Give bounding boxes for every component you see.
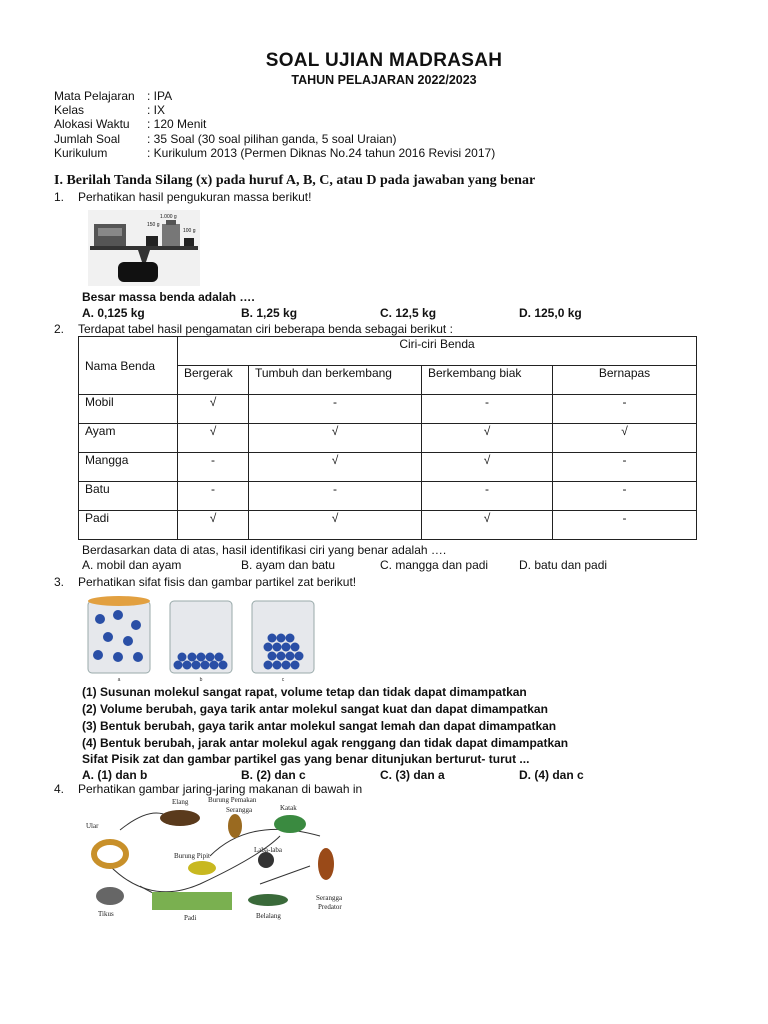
food-web-arrow — [260, 866, 310, 884]
column-header-name: Nama Benda — [79, 337, 178, 395]
statement: (4) Bentuk berubah, jarak antar molekul agak renggang dan tidak dapat dimampatkan — [82, 736, 569, 750]
container-b — [170, 601, 232, 673]
option-b[interactable]: B. ayam dan batu — [241, 558, 336, 572]
info-row — [54, 103, 495, 117]
food-web-label: Elang — [172, 798, 189, 806]
container-c — [252, 601, 314, 673]
table-cell: - — [178, 453, 249, 482]
grasshopper-icon — [248, 894, 288, 906]
weight-150g — [146, 236, 158, 246]
table-cell: - — [249, 482, 422, 511]
table-cell: √ — [249, 511, 422, 540]
statement: (1) Susunan molekul sangat rapat, volume tetap dan tidak dapat dimampatkan — [82, 685, 527, 699]
mouse-icon — [96, 887, 124, 905]
question-3 — [54, 575, 356, 589]
food-web-label: Tikus — [98, 910, 114, 918]
weight-label: 150 g — [147, 222, 160, 228]
page-subtitle: TAHUN PELAJARAN 2022/2023 — [291, 73, 477, 87]
container-label: a — [117, 677, 121, 683]
table-cell: √ — [249, 453, 422, 482]
table-row — [79, 395, 697, 424]
table-cell: √ — [422, 511, 553, 540]
table-row — [79, 482, 697, 511]
food-web-label: Serangga — [316, 894, 343, 902]
option-b[interactable]: B. (2) dan c — [241, 768, 306, 782]
option-d[interactable]: D. (4) dan c — [519, 768, 584, 782]
question-number: 1. — [54, 190, 65, 204]
snake-icon — [94, 842, 126, 866]
predator-insect-icon — [318, 848, 334, 880]
info-key: Mata Pelajaran — [54, 89, 135, 103]
table-cell: - — [553, 395, 697, 424]
sparrow-icon — [188, 861, 216, 875]
info-row — [54, 132, 495, 146]
table-cell: - — [553, 482, 697, 511]
question-4 — [54, 782, 362, 796]
question-number: 2. — [54, 322, 65, 336]
scale-beam — [90, 246, 198, 250]
food-web-label: Laba-laba — [254, 846, 282, 854]
food-web-label: Burung Pipit — [174, 852, 210, 860]
option-a[interactable]: A. (1) dan b — [82, 768, 148, 782]
option-c[interactable]: C. (3) dan a — [380, 768, 445, 782]
food-web-arrow — [120, 813, 168, 830]
option-b[interactable]: B. 1,25 kg — [241, 306, 298, 320]
info-value: : Kurikulum 2013 (Permen Diknas No.24 tahun 2016 Revisi 2017) — [147, 145, 496, 160]
info-key: Alokasi Waktu — [54, 117, 130, 132]
food-web-label: Padi — [184, 914, 197, 922]
rice-plant-icon — [152, 892, 232, 910]
option-a[interactable]: A. 0,125 kg — [82, 306, 145, 320]
question-1 — [54, 190, 311, 204]
row-label: Ayam — [79, 424, 178, 453]
table-row — [79, 424, 697, 453]
particle-containers-figure — [84, 595, 324, 683]
option-c[interactable]: C. 12,5 kg — [380, 306, 437, 320]
question-number: 3. — [54, 575, 65, 589]
row-label: Padi — [79, 511, 178, 540]
statement: (2) Volume berubah, gaya tarik antar molekul sangat kuat dan dapat dimampatkan — [82, 702, 548, 716]
info-key: Jumlah Soal — [54, 131, 121, 146]
page-title: SOAL UJIAN MADRASAH — [265, 50, 503, 71]
table-header-row — [79, 337, 697, 366]
insectivore-bird-icon — [228, 814, 242, 838]
info-value: : IPA — [147, 89, 173, 103]
table-cell: - — [553, 453, 697, 482]
option-c[interactable]: C. mangga dan padi — [380, 558, 489, 572]
column-header: Tumbuh dan berkembang — [249, 366, 422, 395]
weight-label: 100 g — [183, 228, 196, 234]
column-header: Bergerak — [178, 366, 249, 395]
eagle-icon — [160, 810, 200, 826]
food-web-figure — [80, 796, 360, 926]
info-row — [54, 146, 495, 160]
food-web-label: Predator — [318, 903, 342, 911]
balance-scale-figure — [88, 210, 200, 286]
question-2 — [54, 322, 453, 336]
column-header: Berkembang biak — [422, 366, 553, 395]
food-web-label: Katak — [280, 804, 297, 812]
table-cell: - — [178, 482, 249, 511]
table-cell: √ — [178, 511, 249, 540]
section-heading: I. Berilah Tanda Silang (x) pada huruf A, B, C, atau D pada jawaban yang benar — [54, 173, 536, 188]
table-row — [79, 511, 697, 540]
question-prompt: Berdasarkan data di atas, hasil identifikasi ciri yang benar adalah …. — [82, 543, 447, 557]
table-cell: √ — [178, 395, 249, 424]
question-text: Terdapat tabel hasil pengamatan ciri beberapa benda sebagai berikut : — [78, 322, 453, 336]
weight-100g — [184, 238, 194, 246]
table-cell: √ — [422, 424, 553, 453]
food-web-label: Serangga — [226, 806, 253, 814]
table-cell: √ — [249, 424, 422, 453]
table-cell: √ — [422, 453, 553, 482]
table-cell: - — [553, 511, 697, 540]
info-row — [54, 89, 495, 103]
column-header: Bernapas — [553, 366, 697, 395]
food-web-label: Burung Pemakan — [208, 796, 257, 804]
container-a — [88, 596, 150, 673]
question-text: Perhatikan hasil pengukuran massa berikut! — [78, 190, 312, 204]
row-label: Mobil — [79, 395, 178, 424]
question-prompt: Besar massa benda adalah …. — [82, 290, 255, 304]
question-text: Perhatikan gambar jaring-jaring makanan di bawah in — [78, 782, 363, 796]
observation-table — [78, 336, 697, 540]
table-row — [79, 453, 697, 482]
table-cell: √ — [553, 424, 697, 453]
weight-1000g — [162, 224, 180, 246]
table-cell: - — [422, 482, 553, 511]
frog-icon — [274, 815, 306, 833]
row-label: Batu — [79, 482, 178, 511]
question-prompt: Sifat Pisik zat dan gambar partikel gas yang benar ditunjukan berturut- turut ... — [82, 752, 530, 766]
table-cell: - — [249, 395, 422, 424]
option-d[interactable]: D. batu dan padi — [519, 558, 608, 572]
info-key: Kurikulum — [54, 145, 108, 160]
info-value: : IX — [147, 103, 166, 118]
weight-label: 1.000 g — [160, 214, 177, 220]
spider-icon — [258, 852, 274, 868]
info-row — [54, 117, 495, 131]
scale-base — [118, 262, 158, 282]
option-a[interactable]: A. mobil dan ayam — [82, 558, 182, 572]
row-label: Mangga — [79, 453, 178, 482]
food-web-label: Ular — [86, 822, 99, 830]
question-number: 4. — [54, 782, 65, 796]
question-text: Perhatikan sifat fisis dan gambar partikel zat berikut! — [78, 575, 357, 589]
container-label: c — [281, 677, 285, 683]
info-value: : 35 Soal (30 soal pilihan ganda, 5 soal Uraian) — [147, 131, 397, 146]
exam-info — [54, 89, 495, 160]
info-key: Kelas — [54, 103, 85, 118]
statement: (3) Bentuk berubah, gaya tarik antar molekul sangat lemah dan dapat dimampatkan — [82, 719, 557, 733]
option-d[interactable]: D. 125,0 kg — [519, 306, 582, 320]
container-label: b — [199, 677, 203, 683]
food-web-label: Belalang — [256, 912, 281, 920]
info-value: : 120 Menit — [147, 117, 207, 132]
table-cell: √ — [178, 424, 249, 453]
column-header-group: Ciri-ciri Benda — [178, 337, 697, 366]
table-cell: - — [422, 395, 553, 424]
